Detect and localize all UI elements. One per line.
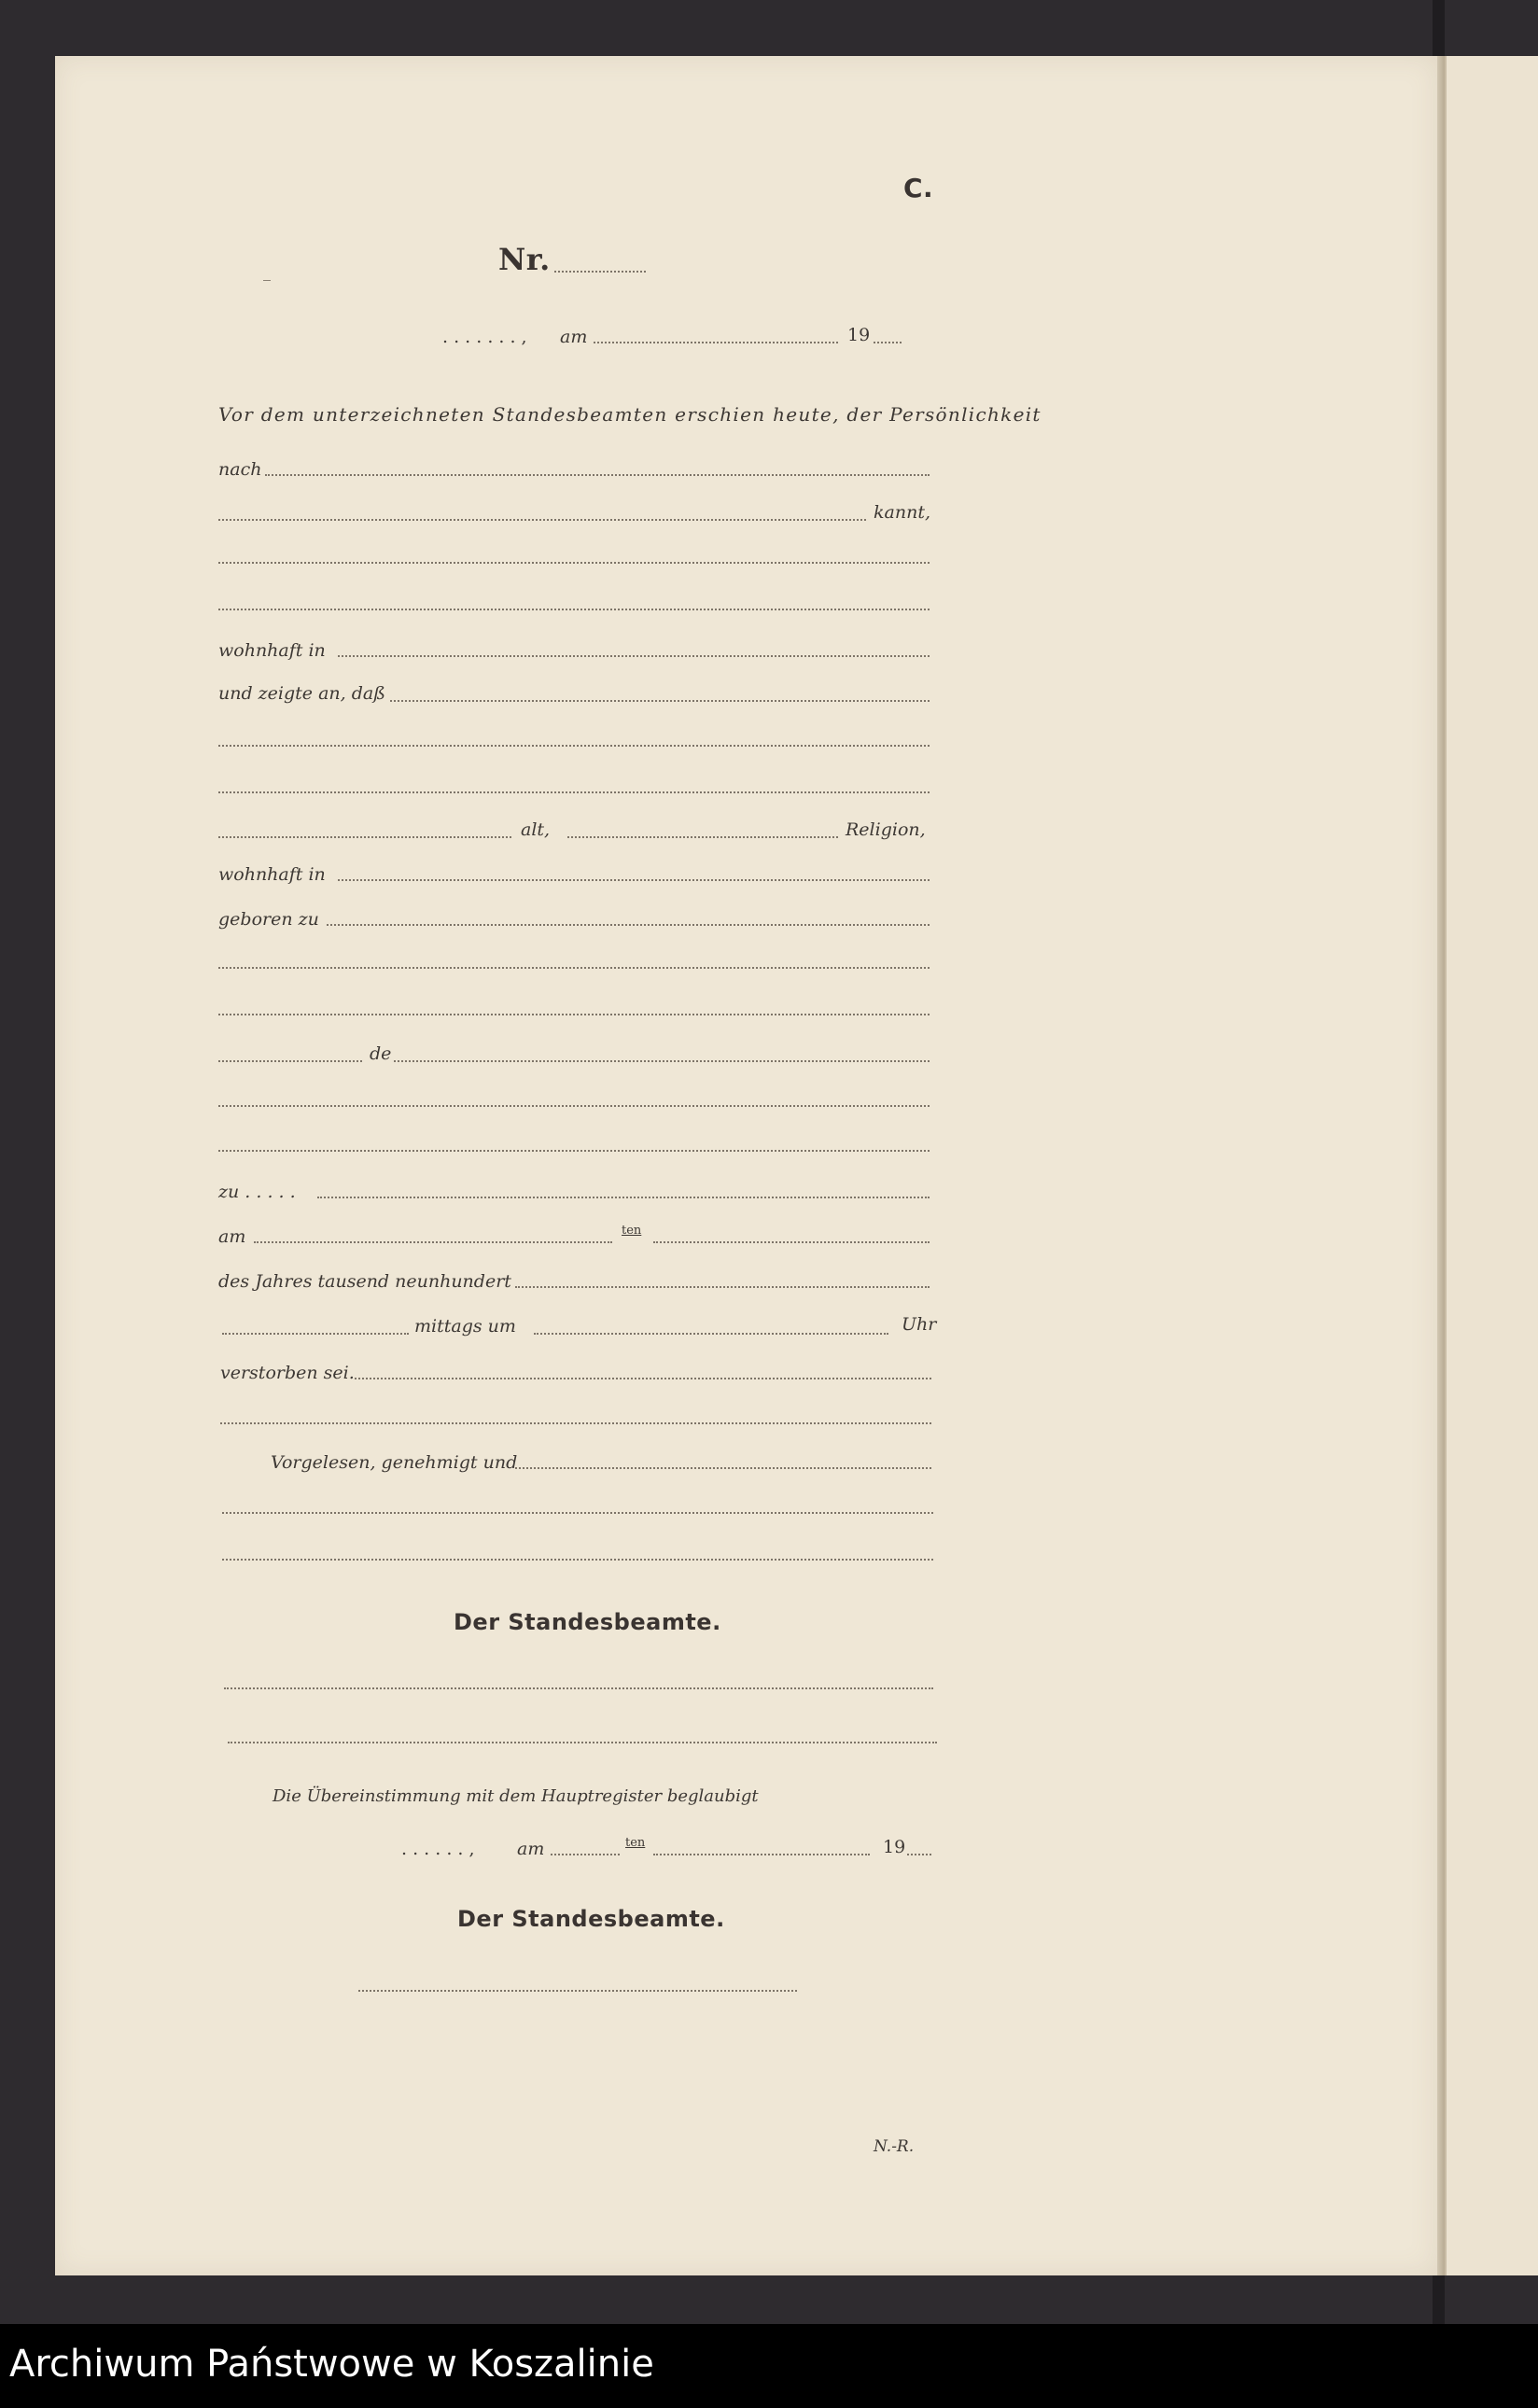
geboren-field xyxy=(327,924,930,926)
des-jahres-label: des Jahres tausend neunhundert xyxy=(218,1271,511,1292)
verstorben-field xyxy=(355,1378,931,1379)
form-letter: C. xyxy=(903,173,934,203)
stray-mark xyxy=(263,280,271,281)
blank-line-2 xyxy=(218,609,930,610)
cert-year-field xyxy=(907,1854,931,1855)
am-day-field xyxy=(254,1241,612,1243)
blank-line-3 xyxy=(218,745,930,747)
zu-label: zu . . . . . xyxy=(218,1182,296,1202)
cert-year: 19 xyxy=(883,1837,906,1857)
cert-day-field xyxy=(551,1854,620,1855)
mittags-um-label: mittags um xyxy=(414,1316,516,1337)
adjacent-page xyxy=(1445,56,1538,2275)
de-label: de xyxy=(370,1043,392,1064)
am-label: am xyxy=(218,1226,246,1247)
document-page xyxy=(55,56,1437,2275)
date-dots: . . . . . . . , xyxy=(442,327,527,347)
blank-line-5 xyxy=(218,967,930,969)
standesbeamte-heading-2: Der Standesbeamte. xyxy=(457,1906,725,1932)
zeigte-an-label: und zeigte an, daß xyxy=(218,683,385,704)
de-prefix-field xyxy=(218,1060,362,1062)
blank-line-7 xyxy=(218,1105,930,1107)
wohnhaft-label-2: wohnhaft in xyxy=(218,864,326,885)
date-field xyxy=(594,342,838,343)
signature-line-1 xyxy=(222,1512,933,1514)
archive-name: Archiwum Państwowe w Koszalinie xyxy=(9,2343,654,2386)
signature-line-2 xyxy=(222,1559,933,1561)
archive-footer xyxy=(0,2324,1538,2408)
final-signature-line xyxy=(358,1990,797,1992)
am-month-field xyxy=(653,1241,930,1243)
date-year: 19 xyxy=(847,325,871,345)
vorgelesen-field xyxy=(515,1467,931,1469)
mittags-prefix-field xyxy=(222,1333,409,1335)
uhr-label: Uhr xyxy=(902,1314,937,1335)
blank-line-6 xyxy=(218,1014,930,1015)
official-signature-line-2 xyxy=(228,1742,937,1743)
wohnhaft-field-2 xyxy=(338,879,930,881)
nach-field xyxy=(265,474,930,476)
date-year-field xyxy=(874,342,902,343)
alt-label: alt, xyxy=(521,819,551,840)
nr-label: Nr. xyxy=(498,242,551,277)
geboren-label: geboren zu xyxy=(218,909,319,930)
uebereinstimmung-text: Die Übereinstimmung mit dem Hauptregister beglaubigt xyxy=(273,1786,759,1806)
blank-line-4 xyxy=(218,791,930,793)
wohnhaft-field-1 xyxy=(338,655,930,657)
cert-dots: . . . . . . , xyxy=(401,1839,475,1859)
wohnhaft-label-1: wohnhaft in xyxy=(218,640,326,661)
verstorben-label: verstorben sei. xyxy=(220,1363,355,1383)
religion-field xyxy=(567,836,838,838)
ten-suffix-2: ten xyxy=(625,1836,646,1850)
cert-month-field xyxy=(653,1854,870,1855)
standesbeamte-heading-1: Der Standesbeamte. xyxy=(454,1609,721,1635)
cert-am: am xyxy=(517,1839,545,1859)
religion-label: Religion, xyxy=(846,819,926,840)
blank-line-1 xyxy=(218,562,930,564)
ten-suffix-1: ten xyxy=(622,1224,642,1238)
vorgelesen-label: Vorgelesen, genehmigt und xyxy=(271,1452,518,1473)
line-kannt xyxy=(218,519,866,521)
kannt-label: kannt, xyxy=(874,502,930,523)
intro-text: Vor dem unterzeichneten Standesbeamten erschien heute, der Persönlichkeit xyxy=(218,403,1042,426)
official-signature-line-1 xyxy=(224,1687,933,1689)
nr-field xyxy=(554,271,646,273)
zeigte-an-field xyxy=(390,700,930,702)
blank-line-8 xyxy=(218,1150,930,1152)
uhr-field xyxy=(534,1333,888,1335)
age-field xyxy=(218,836,511,838)
des-jahres-field xyxy=(515,1286,930,1288)
nach-label: nach xyxy=(218,459,262,480)
zu-field xyxy=(317,1197,930,1198)
de-field xyxy=(394,1060,930,1062)
printer-mark: N.-R. xyxy=(874,2137,915,2156)
date-am: am xyxy=(560,327,588,347)
blank-line-9 xyxy=(220,1422,931,1424)
